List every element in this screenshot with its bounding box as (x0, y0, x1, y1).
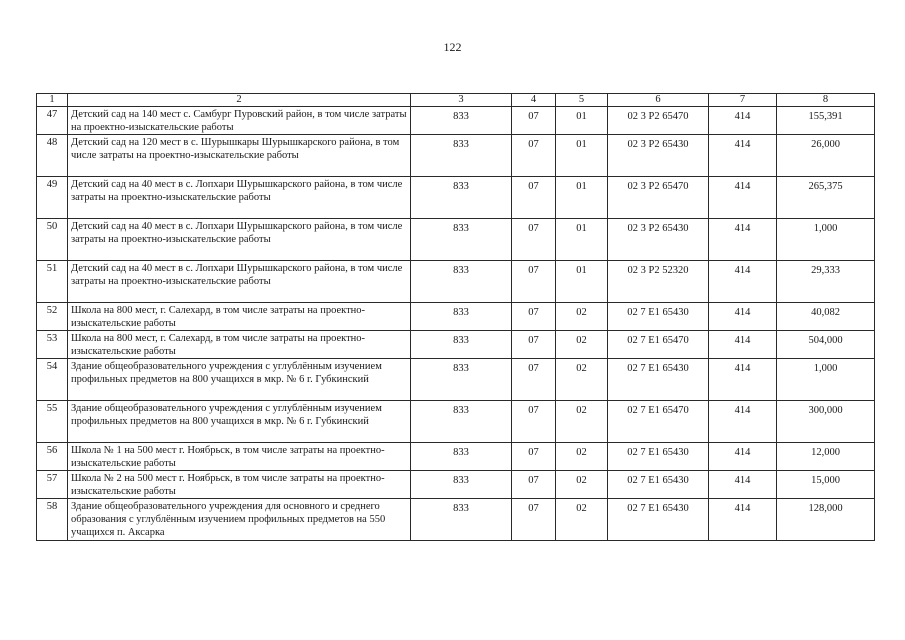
object-name-cell: Здание общеобразовательного учреждения с углублённым изучением профильных предметов на 800 учащихся в мкр. № 6 г. Губкинский (68, 401, 411, 443)
subsection-code-cell: 01 (556, 177, 608, 219)
expense-type-cell: 414 (709, 359, 777, 401)
table-row (37, 471, 875, 499)
column-header-4: 4 (512, 94, 556, 107)
subsection-code-cell: 02 (556, 303, 608, 331)
ministry-code-cell: 833 (411, 359, 512, 401)
subsection-code-cell: 02 (556, 401, 608, 443)
row-number-cell: 54 (37, 359, 68, 401)
table-row (37, 499, 875, 541)
target-article-cell: 02 7 E1 65430 (608, 443, 709, 471)
expense-type-cell: 414 (709, 303, 777, 331)
object-name-cell: Детский сад на 140 мест с. Самбург Пуровский район, в том числе затраты на проектно-изыскательские работы (68, 107, 411, 135)
table-row (37, 219, 875, 261)
section-code-cell: 07 (512, 443, 556, 471)
expense-type-cell: 414 (709, 499, 777, 541)
row-number-cell: 57 (37, 471, 68, 499)
expense-type-cell: 414 (709, 443, 777, 471)
section-code-cell: 07 (512, 261, 556, 303)
amount-cell: 265,375 (777, 177, 875, 219)
table-row (37, 331, 875, 359)
ministry-code-cell: 833 (411, 443, 512, 471)
amount-cell: 1,000 (777, 219, 875, 261)
column-header-7: 7 (709, 94, 777, 107)
target-article-cell: 02 3 P2 65430 (608, 135, 709, 177)
subsection-code-cell: 01 (556, 219, 608, 261)
subsection-code-cell: 02 (556, 359, 608, 401)
target-article-cell: 02 7 E1 65430 (608, 359, 709, 401)
ministry-code-cell: 833 (411, 261, 512, 303)
table-row (37, 303, 875, 331)
subsection-code-cell: 02 (556, 331, 608, 359)
object-name-cell: Детский сад на 40 мест в с. Лопхари Шурышкарского района, в том числе затраты на проектно-изыскательские работы (68, 261, 411, 303)
row-number-cell: 49 (37, 177, 68, 219)
section-code-cell: 07 (512, 135, 556, 177)
object-name-cell: Детский сад на 40 мест в с. Лопхари Шурышкарского района, в том числе затраты на проектно-изыскательские работы (68, 177, 411, 219)
amount-cell: 1,000 (777, 359, 875, 401)
target-article-cell: 02 3 P2 65470 (608, 177, 709, 219)
row-number-cell: 53 (37, 331, 68, 359)
target-article-cell: 02 3 P2 65430 (608, 219, 709, 261)
section-code-cell: 07 (512, 177, 556, 219)
subsection-code-cell: 01 (556, 261, 608, 303)
subsection-code-cell: 01 (556, 135, 608, 177)
table-row (37, 107, 875, 135)
row-number-cell: 48 (37, 135, 68, 177)
table-row (37, 261, 875, 303)
ministry-code-cell: 833 (411, 401, 512, 443)
amount-cell: 15,000 (777, 471, 875, 499)
row-number-cell: 56 (37, 443, 68, 471)
expense-type-cell: 414 (709, 177, 777, 219)
object-name-cell: Школа № 2 на 500 мест г. Ноябрьск, в том числе затраты на проектно-изыскательские работы (68, 471, 411, 499)
section-code-cell: 07 (512, 471, 556, 499)
expense-type-cell: 414 (709, 219, 777, 261)
section-code-cell: 07 (512, 303, 556, 331)
expense-type-cell: 414 (709, 471, 777, 499)
expense-type-cell: 414 (709, 261, 777, 303)
object-name-cell: Здание общеобразовательного учреждения для основного и среднего образования с углублённым изучением профильных предметов на 550 учащихся п. Аксарка (68, 499, 411, 541)
page-number: 122 (443, 40, 462, 54)
amount-cell: 40,082 (777, 303, 875, 331)
subsection-code-cell: 02 (556, 443, 608, 471)
amount-cell: 300,000 (777, 401, 875, 443)
row-number-cell: 55 (37, 401, 68, 443)
table-body (37, 107, 875, 541)
column-header-1: 1 (37, 94, 68, 107)
target-article-cell: 02 3 P2 65470 (608, 107, 709, 135)
object-name-cell: Детский сад на 120 мест в с. Шурышкары Шурышкарского района, в том числе затраты на проектно-изыскательские работы (68, 135, 411, 177)
ministry-code-cell: 833 (411, 303, 512, 331)
section-code-cell: 07 (512, 359, 556, 401)
budget-table (36, 93, 875, 541)
column-header-6: 6 (608, 94, 709, 107)
table-row (37, 359, 875, 401)
column-header-5: 5 (556, 94, 608, 107)
subsection-code-cell: 02 (556, 499, 608, 541)
table-row (37, 443, 875, 471)
ministry-code-cell: 833 (411, 177, 512, 219)
object-name-cell: Школа на 800 мест, г. Салехард, в том числе затраты на проектно-изыскательские работы (68, 303, 411, 331)
target-article-cell: 02 7 E1 65430 (608, 499, 709, 541)
object-name-cell: Школа № 1 на 500 мест г. Ноябрьск, в том числе затраты на проектно-изыскательские работы (68, 443, 411, 471)
column-header-3: 3 (411, 94, 512, 107)
amount-cell: 155,391 (777, 107, 875, 135)
target-article-cell: 02 7 E1 65470 (608, 401, 709, 443)
target-article-cell: 02 7 E1 65470 (608, 331, 709, 359)
object-name-cell: Школа на 800 мест, г. Салехард, в том числе затраты на проектно-изыскательские работы (68, 331, 411, 359)
subsection-code-cell: 01 (556, 107, 608, 135)
row-number-cell: 51 (37, 261, 68, 303)
row-number-cell: 47 (37, 107, 68, 135)
expense-type-cell: 414 (709, 135, 777, 177)
amount-cell: 504,000 (777, 331, 875, 359)
ministry-code-cell: 833 (411, 219, 512, 261)
target-article-cell: 02 3 P2 52320 (608, 261, 709, 303)
amount-cell: 12,000 (777, 443, 875, 471)
ministry-code-cell: 833 (411, 331, 512, 359)
table-header (37, 94, 875, 107)
expense-type-cell: 414 (709, 107, 777, 135)
section-code-cell: 07 (512, 219, 556, 261)
amount-cell: 26,000 (777, 135, 875, 177)
section-code-cell: 07 (512, 499, 556, 541)
section-code-cell: 07 (512, 401, 556, 443)
column-header-8: 8 (777, 94, 875, 107)
target-article-cell: 02 7 E1 65430 (608, 471, 709, 499)
row-number-cell: 58 (37, 499, 68, 541)
section-code-cell: 07 (512, 107, 556, 135)
ministry-code-cell: 833 (411, 107, 512, 135)
ministry-code-cell: 833 (411, 135, 512, 177)
expense-type-cell: 414 (709, 401, 777, 443)
table-row (37, 177, 875, 219)
table-row (37, 135, 875, 177)
row-number-cell: 50 (37, 219, 68, 261)
header-row (37, 94, 875, 107)
target-article-cell: 02 7 E1 65430 (608, 303, 709, 331)
column-header-2: 2 (68, 94, 411, 107)
ministry-code-cell: 833 (411, 499, 512, 541)
amount-cell: 128,000 (777, 499, 875, 541)
subsection-code-cell: 02 (556, 471, 608, 499)
row-number-cell: 52 (37, 303, 68, 331)
section-code-cell: 07 (512, 331, 556, 359)
ministry-code-cell: 833 (411, 471, 512, 499)
object-name-cell: Детский сад на 40 мест в с. Лопхари Шурышкарского района, в том числе затраты на проектно-изыскательские работы (68, 219, 411, 261)
expense-type-cell: 414 (709, 331, 777, 359)
table-row (37, 401, 875, 443)
object-name-cell: Здание общеобразовательного учреждения с углублённым изучением профильных предметов на 800 учащихся в мкр. № 6 г. Губкинский (68, 359, 411, 401)
amount-cell: 29,333 (777, 261, 875, 303)
